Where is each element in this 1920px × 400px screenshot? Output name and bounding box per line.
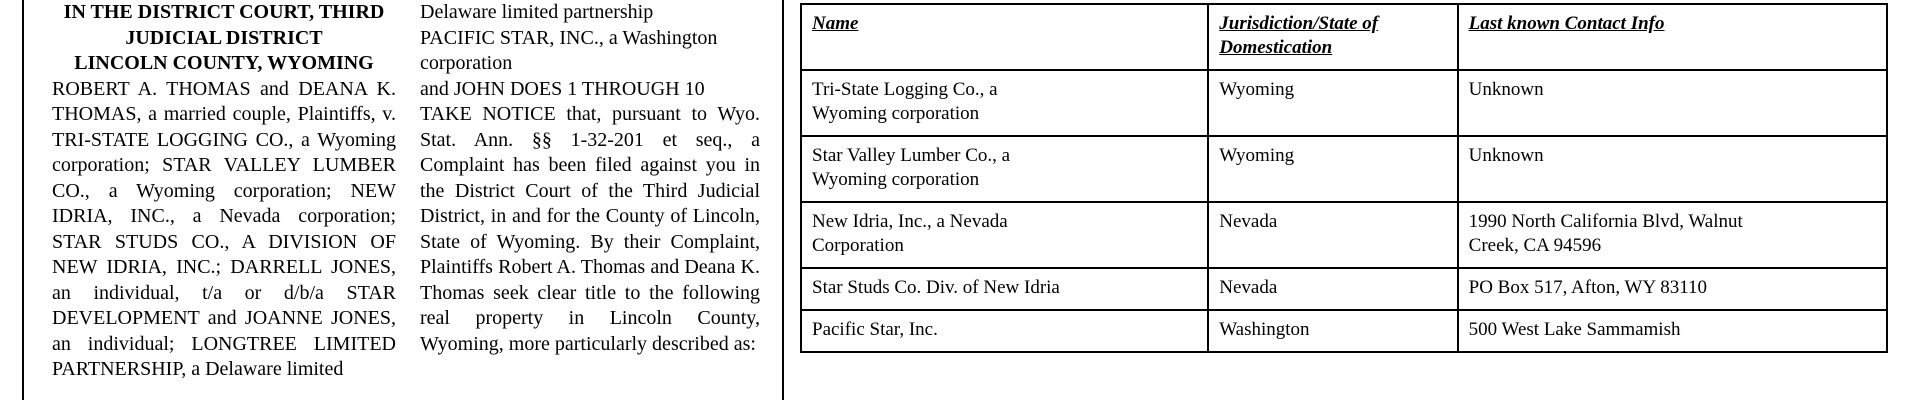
- cell-name: [801, 70, 1208, 136]
- cell-contact: [1458, 202, 1887, 268]
- column-header-jurisdiction-line-2: Domestication: [1219, 37, 1333, 58]
- court-caption-heading: [52, 0, 396, 77]
- defendant-line-2: PACIFIC STAR, INC., a Washington corporation: [420, 26, 718, 74]
- cell-name-line: Star Valley Lumber Co., a: [812, 145, 1011, 166]
- column-header-jurisdiction: [1208, 4, 1457, 70]
- cell-jurisdiction: Wyoming: [1208, 136, 1457, 202]
- defendant-line-3: and JOHN DOES 1 THROUGH 10: [420, 77, 705, 100]
- cell-contact: [1458, 70, 1887, 136]
- court-caption-line-1: IN THE DISTRICT COURT, THIRD: [63, 1, 385, 23]
- cell-contact-line: 500 West Lake Sammamish: [1468, 319, 1681, 340]
- cell-name: [801, 202, 1208, 268]
- cell-name: [801, 136, 1208, 202]
- cell-name-line: Wyoming corporation: [812, 169, 980, 190]
- table-header-row: [801, 4, 1887, 70]
- left-column: [52, 0, 396, 383]
- defendant-line-1: Delaware limited partnership: [420, 1, 654, 23]
- cell-jurisdiction: Nevada: [1208, 202, 1457, 268]
- take-notice-paragraph: TAKE NOTICE that, pursuant to Wyo. Stat. Ann. §§ 1-32-201 et seq., a Complaint has been filed against you in the District Court of the Third Judicial District, in and for the County of Lincoln, State of Wyoming. By their Complaint, Plaintiffs Robert A. Thomas and Deana K. Thomas seek clear title to the following real property in Lincoln County, Wyoming, more particularly described as:: [420, 103, 760, 355]
- cell-name-line: Pacific Star, Inc.: [812, 319, 938, 340]
- cell-name: [801, 310, 1208, 352]
- cell-contact: [1458, 310, 1887, 352]
- cell-contact-line: Unknown: [1468, 145, 1544, 166]
- cell-contact-line: Creek, CA 94596: [1468, 235, 1602, 256]
- cell-contact-line: PO Box 517, Afton, WY 83110: [1468, 277, 1708, 298]
- cell-name: [801, 268, 1208, 310]
- cell-contact: [1458, 136, 1887, 202]
- parties-paragraph: ROBERT A. THOMAS and DEANA K. THOMAS, a married couple, Plaintiffs, v. TRI-STATE LOGGING CO., a Wyoming corporation; STAR VALLEY LUMBER CO., a Wyoming corporation; NEW IDRIA, INC., a Nevada corporation; STAR STUDS CO., A DIVISION OF NEW IDRIA, INC.; DARRELL JONES, an individual, t/a or d/b/a STAR DEVELOPMENT and JOANNE JONES, an individual; LONGTREE LIMITED PARTNERSHIP, a Delaware limited: [52, 77, 396, 380]
- cell-jurisdiction: Washington: [1208, 310, 1457, 352]
- cell-jurisdiction: Wyoming: [1208, 70, 1457, 136]
- cell-contact-line: Unknown: [1468, 79, 1544, 100]
- cell-name-line: Star Studs Co. Div. of New Idria: [812, 277, 1060, 298]
- cell-name-line: Tri-State Logging Co., a: [812, 79, 998, 100]
- cell-name-line: Wyoming corporation: [812, 103, 980, 124]
- cell-contact: [1458, 268, 1887, 310]
- page-border-left: [22, 0, 24, 400]
- table-row: [801, 70, 1887, 136]
- defendants-table: [800, 3, 1888, 353]
- second-column: [420, 0, 760, 357]
- table-row: [801, 268, 1887, 310]
- cell-name-line: New Idria, Inc., a Nevada: [812, 211, 1008, 232]
- court-caption-line-2: JUDICIAL DISTRICT: [125, 26, 323, 49]
- table-row: [801, 136, 1887, 202]
- cell-name-line: Corporation: [812, 235, 904, 256]
- court-caption-line-3: LINCOLN COUNTY, WYOMING: [74, 52, 374, 74]
- defendants-table-wrapper: [800, 3, 1888, 353]
- column-header-name: Name: [801, 4, 1208, 70]
- table-row: [801, 310, 1887, 352]
- column-header-jurisdiction-line-1: Jurisdiction/State of: [1219, 13, 1379, 34]
- column-divider: [782, 0, 784, 400]
- table-row: [801, 202, 1887, 268]
- cell-contact-line: 1990 North California Blvd, Walnut: [1468, 211, 1743, 232]
- cell-jurisdiction: Nevada: [1208, 268, 1457, 310]
- column-header-contact: Last known Contact Info: [1458, 4, 1887, 70]
